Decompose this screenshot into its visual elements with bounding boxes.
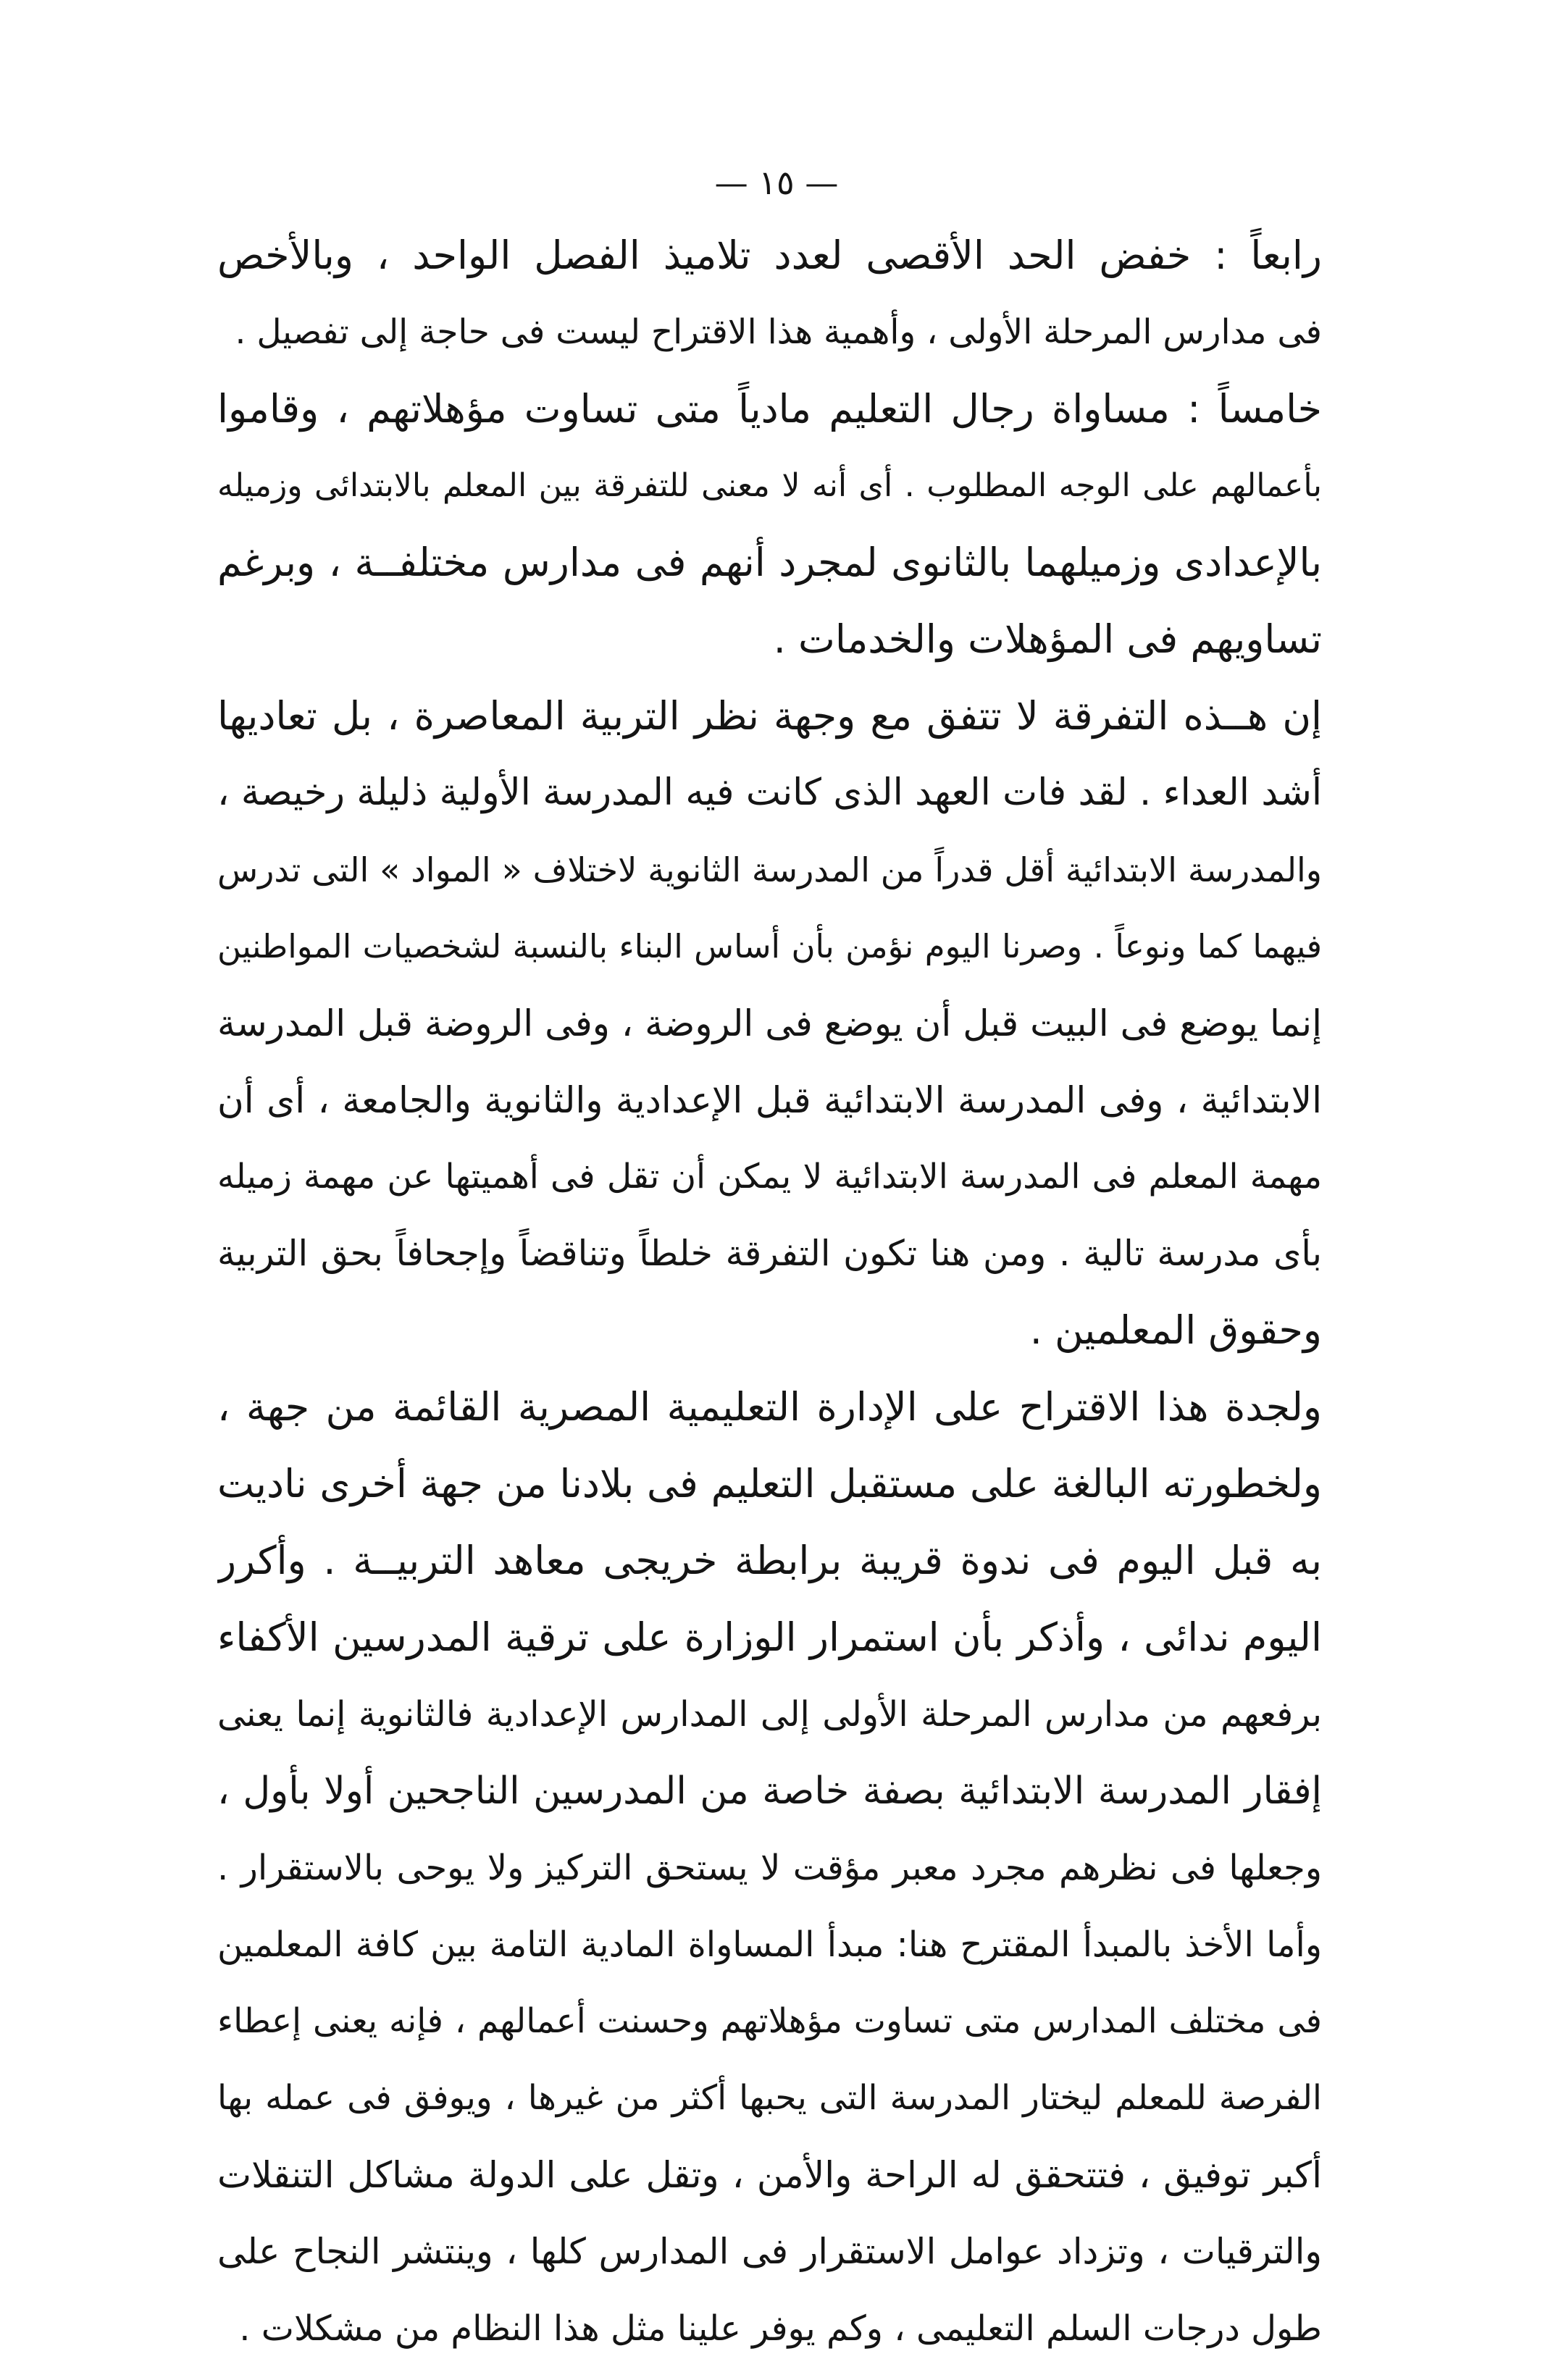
text-line: أشد العداء . لقد فات العهد الذى كانت فيه المدرسة الأولية ذليلة رخيصة ،	[217, 771, 1322, 814]
text-line: وجعلها فى نظرهم مجرد معبر مؤقت لا يستحق التركيز ولا يوحى بالاستقرار .	[217, 1848, 1322, 1888]
text-line: بأعمالهم على الوجه المطلوب . أى أنه لا معنى للتفرقة بين المعلم بالابتدائى وزميله	[217, 467, 1322, 504]
text-line: الفرصة للمعلم ليختار المدرسة التى يحبها أكثر من غيرها ، ويوفق فى عمله بها	[217, 2078, 1322, 2118]
text-line: برفعهم من مدارس المرحلة الأولى إلى المدارس الإعدادية فالثانوية إنما يعنى	[217, 1694, 1322, 1735]
text-line: وحقوق المعلمين .	[1029, 1307, 1322, 1353]
text-line: إفقار المدرسة الابتدائية بصفة خاصة من المدرسين الناجحين أولا بأول ،	[217, 1769, 1322, 1813]
text-line: أكبر توفيق ، فتتحقق له الراحة والأمن ، وتقل على الدولة مشاكل التنقلات	[217, 2154, 1322, 2196]
text-line: اليوم ندائى ، وأذكر بأن استمرار الوزارة على ترقية المدرسين الأكفاء	[217, 1614, 1322, 1660]
text-line: إن هــذه التفرقة لا تتفق مع وجهة نظر التربية المعاصرة ، بل تعاديها	[217, 693, 1322, 739]
text-line: فيهما كما ونوعاً . وصرنا اليوم نؤمن بأن أساس البناء بالنسبة لشخصيات المواطنين	[217, 927, 1322, 965]
text-line: رابعاً : خفض الحد الأقصى لعدد تلاميذ الفصل الواحد ، وبالأخص	[217, 232, 1322, 278]
page-number: — ١٥ —	[714, 163, 839, 202]
text-line: والمدرسة الابتدائية أقل قدراً من المدرسة الثانوية لاختلاف « المواد » التى تدرس	[217, 850, 1322, 889]
text-line: بالإعدادى وزميلهما بالثانوى لمجرد أنهم فى مدارس مختلفــة ، وبرغم	[217, 540, 1322, 585]
text-line: ولخطورته البالغة على مستقبل التعليم فى بلادنا من جهة أخرى ناديت	[217, 1461, 1322, 1507]
text-line: فى مختلف المدارس متى تساوت مؤهلاتهم وحسنت أعمالهم ، فإنه يعنى إعطاء	[217, 2001, 1322, 2041]
text-line: مهمة المعلم فى المدرسة الابتدائية لا يمكن أن تقل فى أهميتها عن مهمة زميله	[217, 1157, 1322, 1197]
text-line: خامساً : مساواة رجال التعليم مادياً متى تساوت مؤهلاتهم ، وقاموا	[217, 386, 1322, 432]
text-line: إنما يوضع فى البيت قبل أن يوضع فى الروضة ، وفى الروضة قبل المدرسة	[217, 1002, 1322, 1044]
body-text	[217, 217, 1322, 2367]
text-line: فى مدارس المرحلة الأولى ، وأهمية هذا الاقتراح ليست فى حاجة إلى تفصيل .	[235, 312, 1322, 352]
text-line: تساويهم فى المؤهلات والخدمات .	[773, 616, 1322, 662]
text-line: الابتدائية ، وفى المدرسة الابتدائية قبل الإعدادية والثانوية والجامعة ، أى أن	[217, 1079, 1322, 1121]
text-line: وأما الأخذ بالمبدأ المقترح هنا: مبدأ المساواة المادية التامة بين كافة المعلمين	[217, 1924, 1322, 1965]
text-line: به قبل اليوم فى ندوة قريبة برابطة خريجى معاهد التربيــة . وأكرر	[217, 1538, 1322, 1583]
text-line: ولجدة هذا الاقتراح على الإدارة التعليمية المصرية القائمة من جهة ،	[217, 1384, 1322, 1430]
text-line: طول درجات السلم التعليمى ، وكم يوفر علينا مثل هذا النظام من مشكلات .	[239, 2308, 1322, 2349]
text-line: بأى مدرسة تالية . ومن هنا تكون التفرقة خلطاً وتناقضاً وإجحافاً بحق التربية	[217, 1233, 1322, 1274]
text-line: والترقيات ، وتزداد عوامل الاستقرار فى المدارس كلها ، وينتشر النجاح على	[217, 2231, 1322, 2272]
